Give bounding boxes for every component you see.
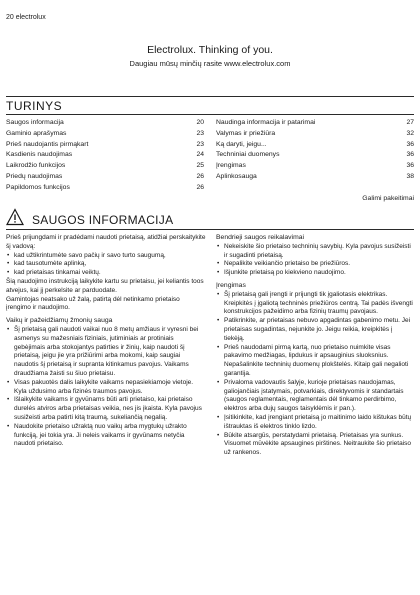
warning-icon (6, 208, 24, 226)
list-item: • kad prietaisas tinkamai veiktų. (6, 269, 206, 278)
toc-entry[interactable] (216, 118, 414, 129)
left-column (6, 234, 206, 449)
section-heading: Bendrieji saugos reikalavimai (216, 234, 305, 241)
toc-entry[interactable] (216, 172, 414, 183)
toc-page: 23 (196, 129, 204, 137)
toc-entry[interactable] (6, 140, 204, 151)
brand-line: Electrolux. Thinking of you. (147, 44, 273, 56)
toc-entry[interactable] (6, 161, 204, 172)
section-heading: Įrengimas (216, 281, 246, 289)
toc-label: Priedų naudojimas (6, 172, 63, 180)
toc-entry[interactable] (216, 161, 414, 172)
toc-label: Kasdienis naudojimas (6, 151, 73, 159)
toc-page: 36 (406, 151, 414, 159)
child-safety-list (6, 326, 206, 449)
list-item: • Išjunkite prietaisą po kiekvieno naudojimo. (216, 269, 414, 278)
list-item: • kad tausotumėte aplinką, (6, 260, 206, 269)
divider (6, 229, 414, 230)
toc-entry[interactable] (216, 150, 414, 161)
list-item: • Nepalikite veikiančio prietaiso be priežiūros. (216, 260, 414, 269)
installation-list (216, 291, 414, 458)
general-safety-list (216, 243, 414, 278)
toc-entry[interactable] (6, 129, 204, 140)
toc-title: TURINYS (6, 99, 63, 113)
list-item: • Visas pakuotės dalis laikykite vaikams nepasiekiamoje vietoje. Kyla uždusimo arba fizinės traumos pavojus. (6, 379, 206, 397)
safety-title: SAUGOS INFORMACIJA (32, 213, 174, 227)
toc-page: 20 (196, 119, 204, 126)
intro-list (6, 252, 206, 278)
list-item: • Privaloma vadovautis šalyje, kurioje prietaisas naudojamas, galiojančiais įstatymais, potvarkiais, direktyvomis ir standartais (saugos reglamentais, reglamentais dėl tinkamo perdirbimo, elektros arba dujų saugos taisyklėmis ir pan.). (216, 379, 414, 414)
possible-changes-note: Galimi pakeitimai (362, 195, 414, 202)
tagline: Daugiau mūsų minčių rasite www.electrolux.com (129, 59, 291, 68)
list-item: • Šį prietaisą gali naudoti vaikai nuo 8 metų amžiaus ir vyresni bei asmenys su mažesniais fiziniais, jutiminiais ar protiniais gebėjimais arba stokojantys patirties ir žinių, kaip naudoti šį prietaisą, jeigu jie yra prižiūrimi arba mokomi, kaip saugiai naudotis šį prietaisą ir supranta kitinkamus pavojus. Vaikams draudžiama žaisti su šiuo prietaisu. (6, 326, 206, 379)
toc-entry[interactable] (6, 172, 204, 183)
list-item: • Būkite atsargūs, perstatydami prietaisą. Prietaisas yra sunkus. Visuomet mūvėkite apsaugines pirštines. Neitraukite šio prietaiso už rankenos. (216, 432, 414, 458)
toc-page: 36 (406, 162, 414, 170)
toc-page: 26 (196, 172, 204, 180)
toc-page: 38 (406, 172, 414, 180)
toc-label: Techniniai duomenys (216, 151, 280, 159)
toc-entry[interactable] (216, 140, 414, 151)
intro-text: Prieš prijungdami ir pradėdami naudoti prietaisą, atidžiai perskaitykite šį vadovą: (6, 234, 206, 250)
toc-label: Naudinga informacija ir patarimai (216, 119, 316, 126)
toc-entry[interactable] (216, 129, 414, 140)
paragraph: Šią naudojimo instrukciją laikykite kartu su prietaisu, jei keliantis toos atvejus, kai jį perkelsite ar parduodate. (6, 277, 204, 294)
toc-right (216, 118, 414, 183)
toc-page: 26 (196, 183, 204, 191)
toc-entry[interactable] (6, 183, 204, 194)
list-item: • Naudokite prietaiso užraktą nuo vaikų arba mygtukų užrakto funkciją, jei tokia yra. Ji neleis vaikams ir gyvūnams netyčia naudoti prietaiso. (6, 423, 206, 449)
list-item: • Įsitikinkite, kad įrengiant prietaisą jo maitinimo laido kištukas būtų ištrauktas iš elektros tinklo lizdo. (216, 414, 414, 432)
toc-page: 36 (406, 140, 414, 148)
toc-label: Saugos informacija (6, 119, 64, 126)
toc-page: 25 (196, 162, 204, 170)
paragraph: Gamintojas neatsako už žalą, patirtą dėl netinkamo prietaiso įrengimo ir naudojimo. (6, 295, 180, 312)
toc-page: 32 (406, 129, 414, 137)
toc-label: Įrengimas (216, 162, 246, 170)
toc-label: Aplinkosauga (216, 172, 257, 180)
toc-label: Laikrodžio funkcijos (6, 162, 66, 170)
toc-label: Gaminio aprašymas (6, 129, 67, 137)
list-item: • kad užtikrintumėte savo pačių ir savo turto saugumą, (6, 252, 206, 261)
page-header: 20 electrolux (6, 14, 46, 21)
toc-label: Prieš naudojantis pirmąkart (6, 140, 89, 148)
toc-page: 23 (196, 140, 204, 148)
list-item: • Išlaikykite vaikams ir gyvūnams būti arti prietaiso, kai prietaiso durelės atviros arba prietaisas veikia, nes jis įkaista. Kyla pavojus susižeisti arba patirti kitą traumą, sukeliančią negalią. (6, 396, 206, 422)
list-item: • Nekeiskite šio prietaiso techninių savybių. Kyla pavojus susižeisti ir sugadinti prietaisą. (216, 243, 414, 261)
divider (6, 96, 414, 97)
toc-left (6, 118, 204, 194)
list-item: • Prieš naudodami pirmą kartą, nuo prietaiso nuimkite visas pakavimo medžiagas, lipdukus ir apsauginius sluoksnius. Nepašalinkite techninių duomenų plokštelės. Kitaip gali negalioti garantija. (216, 344, 414, 379)
toc-entry[interactable] (6, 118, 204, 129)
section-heading: Vaikų ir pažeidžiamų žmonių sauga (6, 317, 113, 325)
list-item: • Patikrinkite, ar prietaisas nebuvo apgadintas gabenimo metu. Jei prietaisas sugadintas, nejunkite jo. Jeigu reikia, kreipkitės į tiekėją. (216, 317, 414, 343)
toc-entry[interactable] (6, 150, 204, 161)
toc-label: Valymas ir priežiūra (216, 129, 276, 137)
list-item: • Šį prietaisą gali įrengti ir prijungti tik įgaliotasis elektrikas. Kreipkitės į įgaliotą techninės priežiūros centrą. Tai padės išvengti konstrukcijos pažeidimo arba fizinių traumų pavojaus. (216, 291, 414, 317)
right-column (216, 234, 414, 458)
toc-label: Ką daryti, jeigu... (216, 140, 267, 148)
toc-page: 27 (406, 119, 414, 126)
divider (6, 114, 414, 115)
toc-label: Papildomos funkcijos (6, 183, 70, 191)
toc-page: 24 (196, 151, 204, 159)
